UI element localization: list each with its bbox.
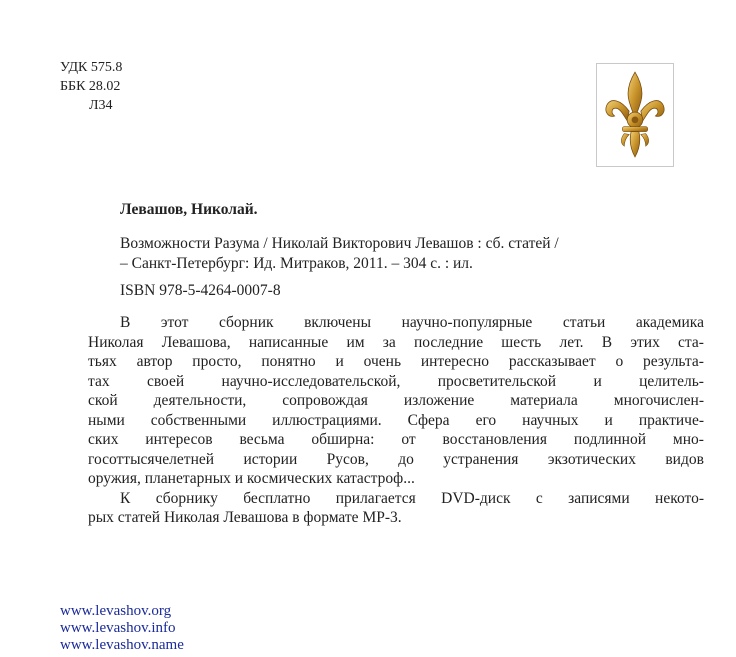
description-word: Левашова, xyxy=(161,333,231,351)
description-word: прилагается xyxy=(335,489,416,507)
description-word: многочислен- xyxy=(613,392,704,409)
description-word: деятельности, xyxy=(153,392,247,409)
description-word: Николая xyxy=(163,509,224,526)
description-word: В xyxy=(601,333,613,351)
description-word: статей xyxy=(117,509,164,526)
description-word: ста- xyxy=(678,333,704,351)
description-line xyxy=(88,450,704,470)
link-levashov-name[interactable]: www.levashov.name xyxy=(60,637,184,653)
description-word: материала xyxy=(510,392,578,409)
description-word: этот xyxy=(160,314,189,331)
description-word: до xyxy=(398,450,414,468)
description-word: просветительской xyxy=(437,372,557,390)
bbk-code: ББК 28.02 xyxy=(60,79,121,94)
description-line xyxy=(88,313,704,333)
description-line xyxy=(88,372,704,392)
description-word: DVD-диск xyxy=(441,489,511,507)
description-word: сборник xyxy=(218,314,274,331)
bibliographic-line-1: Возможности Разума / Николай Викторович Левашов : сб. статей / xyxy=(120,235,559,252)
description-word: MP-3. xyxy=(362,509,402,526)
description-word: устранения xyxy=(443,450,519,468)
description-word: изложение xyxy=(403,392,475,409)
description xyxy=(88,313,704,528)
description-word: целитель- xyxy=(639,372,704,390)
description-word: шесть xyxy=(501,333,542,351)
description-word: просто, xyxy=(192,353,242,370)
description-word: интересно xyxy=(420,353,490,370)
description-word: истории xyxy=(243,450,298,468)
description-word: мно- xyxy=(672,431,704,448)
description-word: сборнику xyxy=(155,489,218,507)
description-word: лет. xyxy=(559,333,584,351)
description-word: весьма xyxy=(239,431,285,448)
description-word: Николая xyxy=(88,333,144,351)
description-word: В xyxy=(120,314,131,331)
description-word: Левашова xyxy=(223,509,293,526)
description-word: видов xyxy=(665,450,704,468)
description-line xyxy=(88,489,704,509)
classification-codes xyxy=(60,58,122,115)
description-word: некото- xyxy=(655,489,704,507)
isbn: ISBN 978-5-4264-0007-8 xyxy=(120,282,281,299)
author-mark: Л34 xyxy=(89,98,113,113)
description-word: формате xyxy=(303,509,363,526)
description-word: очень xyxy=(363,353,402,370)
website-links xyxy=(60,603,184,654)
description-word: написанные xyxy=(248,333,329,351)
description-word: планетарных xyxy=(144,470,235,487)
author-heading: Левашов, Николай. xyxy=(120,201,258,218)
description-word: собственными xyxy=(150,411,247,429)
description-word: практиче- xyxy=(638,411,704,429)
description-word: бесплатно xyxy=(243,489,311,507)
description-word: научных xyxy=(522,411,579,429)
description-word: тьях xyxy=(88,353,117,370)
description-word: рассказывает xyxy=(508,353,596,370)
description-word: понятно xyxy=(261,353,316,370)
description-word: им xyxy=(346,333,365,351)
fleur-de-lis-emblem xyxy=(596,63,674,167)
description-word: рых xyxy=(88,509,118,526)
description-word: и xyxy=(604,411,613,429)
description-word: его xyxy=(475,411,497,429)
description-word: результа- xyxy=(643,353,704,370)
description-word: академика xyxy=(635,314,704,331)
description-line xyxy=(88,411,704,431)
description-word: о xyxy=(615,353,624,370)
description-word: оружия, xyxy=(88,470,145,487)
description-word: с xyxy=(535,489,543,507)
description-word: тах xyxy=(88,372,110,390)
description-word: сопровождая xyxy=(282,392,368,409)
description-word: госоттысячелетней xyxy=(88,450,215,468)
description-word: обширна: xyxy=(311,431,375,448)
description-line xyxy=(88,391,704,411)
description-word: Сфера xyxy=(407,411,450,429)
description-word: К xyxy=(120,489,131,507)
description-word: этих xyxy=(630,333,660,351)
description-word: от xyxy=(401,431,416,448)
description-word: космических xyxy=(246,470,337,487)
link-levashov-info[interactable]: www.levashov.info xyxy=(60,620,176,636)
description-word: своей xyxy=(146,372,185,390)
description-word: в xyxy=(292,509,304,526)
bibliographic-record xyxy=(120,234,559,274)
description-word: статьи xyxy=(562,314,606,331)
description-word: ными xyxy=(88,411,125,429)
description-line xyxy=(88,508,704,528)
description-word: восстановления xyxy=(442,431,547,448)
link-levashov-org[interactable]: www.levashov.org xyxy=(60,603,172,619)
description-line xyxy=(88,430,704,450)
description-word: ской xyxy=(88,392,118,409)
description-word: и xyxy=(335,353,344,370)
description-word: автор xyxy=(136,353,173,370)
fleur-de-lis-icon xyxy=(597,64,673,166)
description-word: включены xyxy=(304,314,372,331)
udk-code: УДК 575.8 xyxy=(60,60,123,75)
description-line xyxy=(88,352,704,372)
description-word: Русов, xyxy=(326,450,369,468)
description-word: подлинной xyxy=(573,431,647,448)
description-line xyxy=(88,333,704,353)
description-word: и xyxy=(234,470,247,487)
description-word: последние xyxy=(414,333,484,351)
description-word: экзотических xyxy=(547,450,636,468)
description-line xyxy=(88,469,704,489)
description-word: иллюстрациями. xyxy=(272,411,382,429)
description-word: научно-исследовательской, xyxy=(221,372,401,390)
description-word: ских xyxy=(88,431,119,448)
bibliographic-line-2: – Санкт-Петербург: Ид. Митраков, 2011. – 304 с. : ил. xyxy=(120,255,473,272)
description-word: интересов xyxy=(145,431,213,448)
description-word: научно-популярные xyxy=(401,314,533,331)
description-word: и xyxy=(593,372,602,390)
description-word: катастроф... xyxy=(336,470,415,487)
description-word: за xyxy=(382,333,396,351)
description-word: записями xyxy=(568,489,630,507)
